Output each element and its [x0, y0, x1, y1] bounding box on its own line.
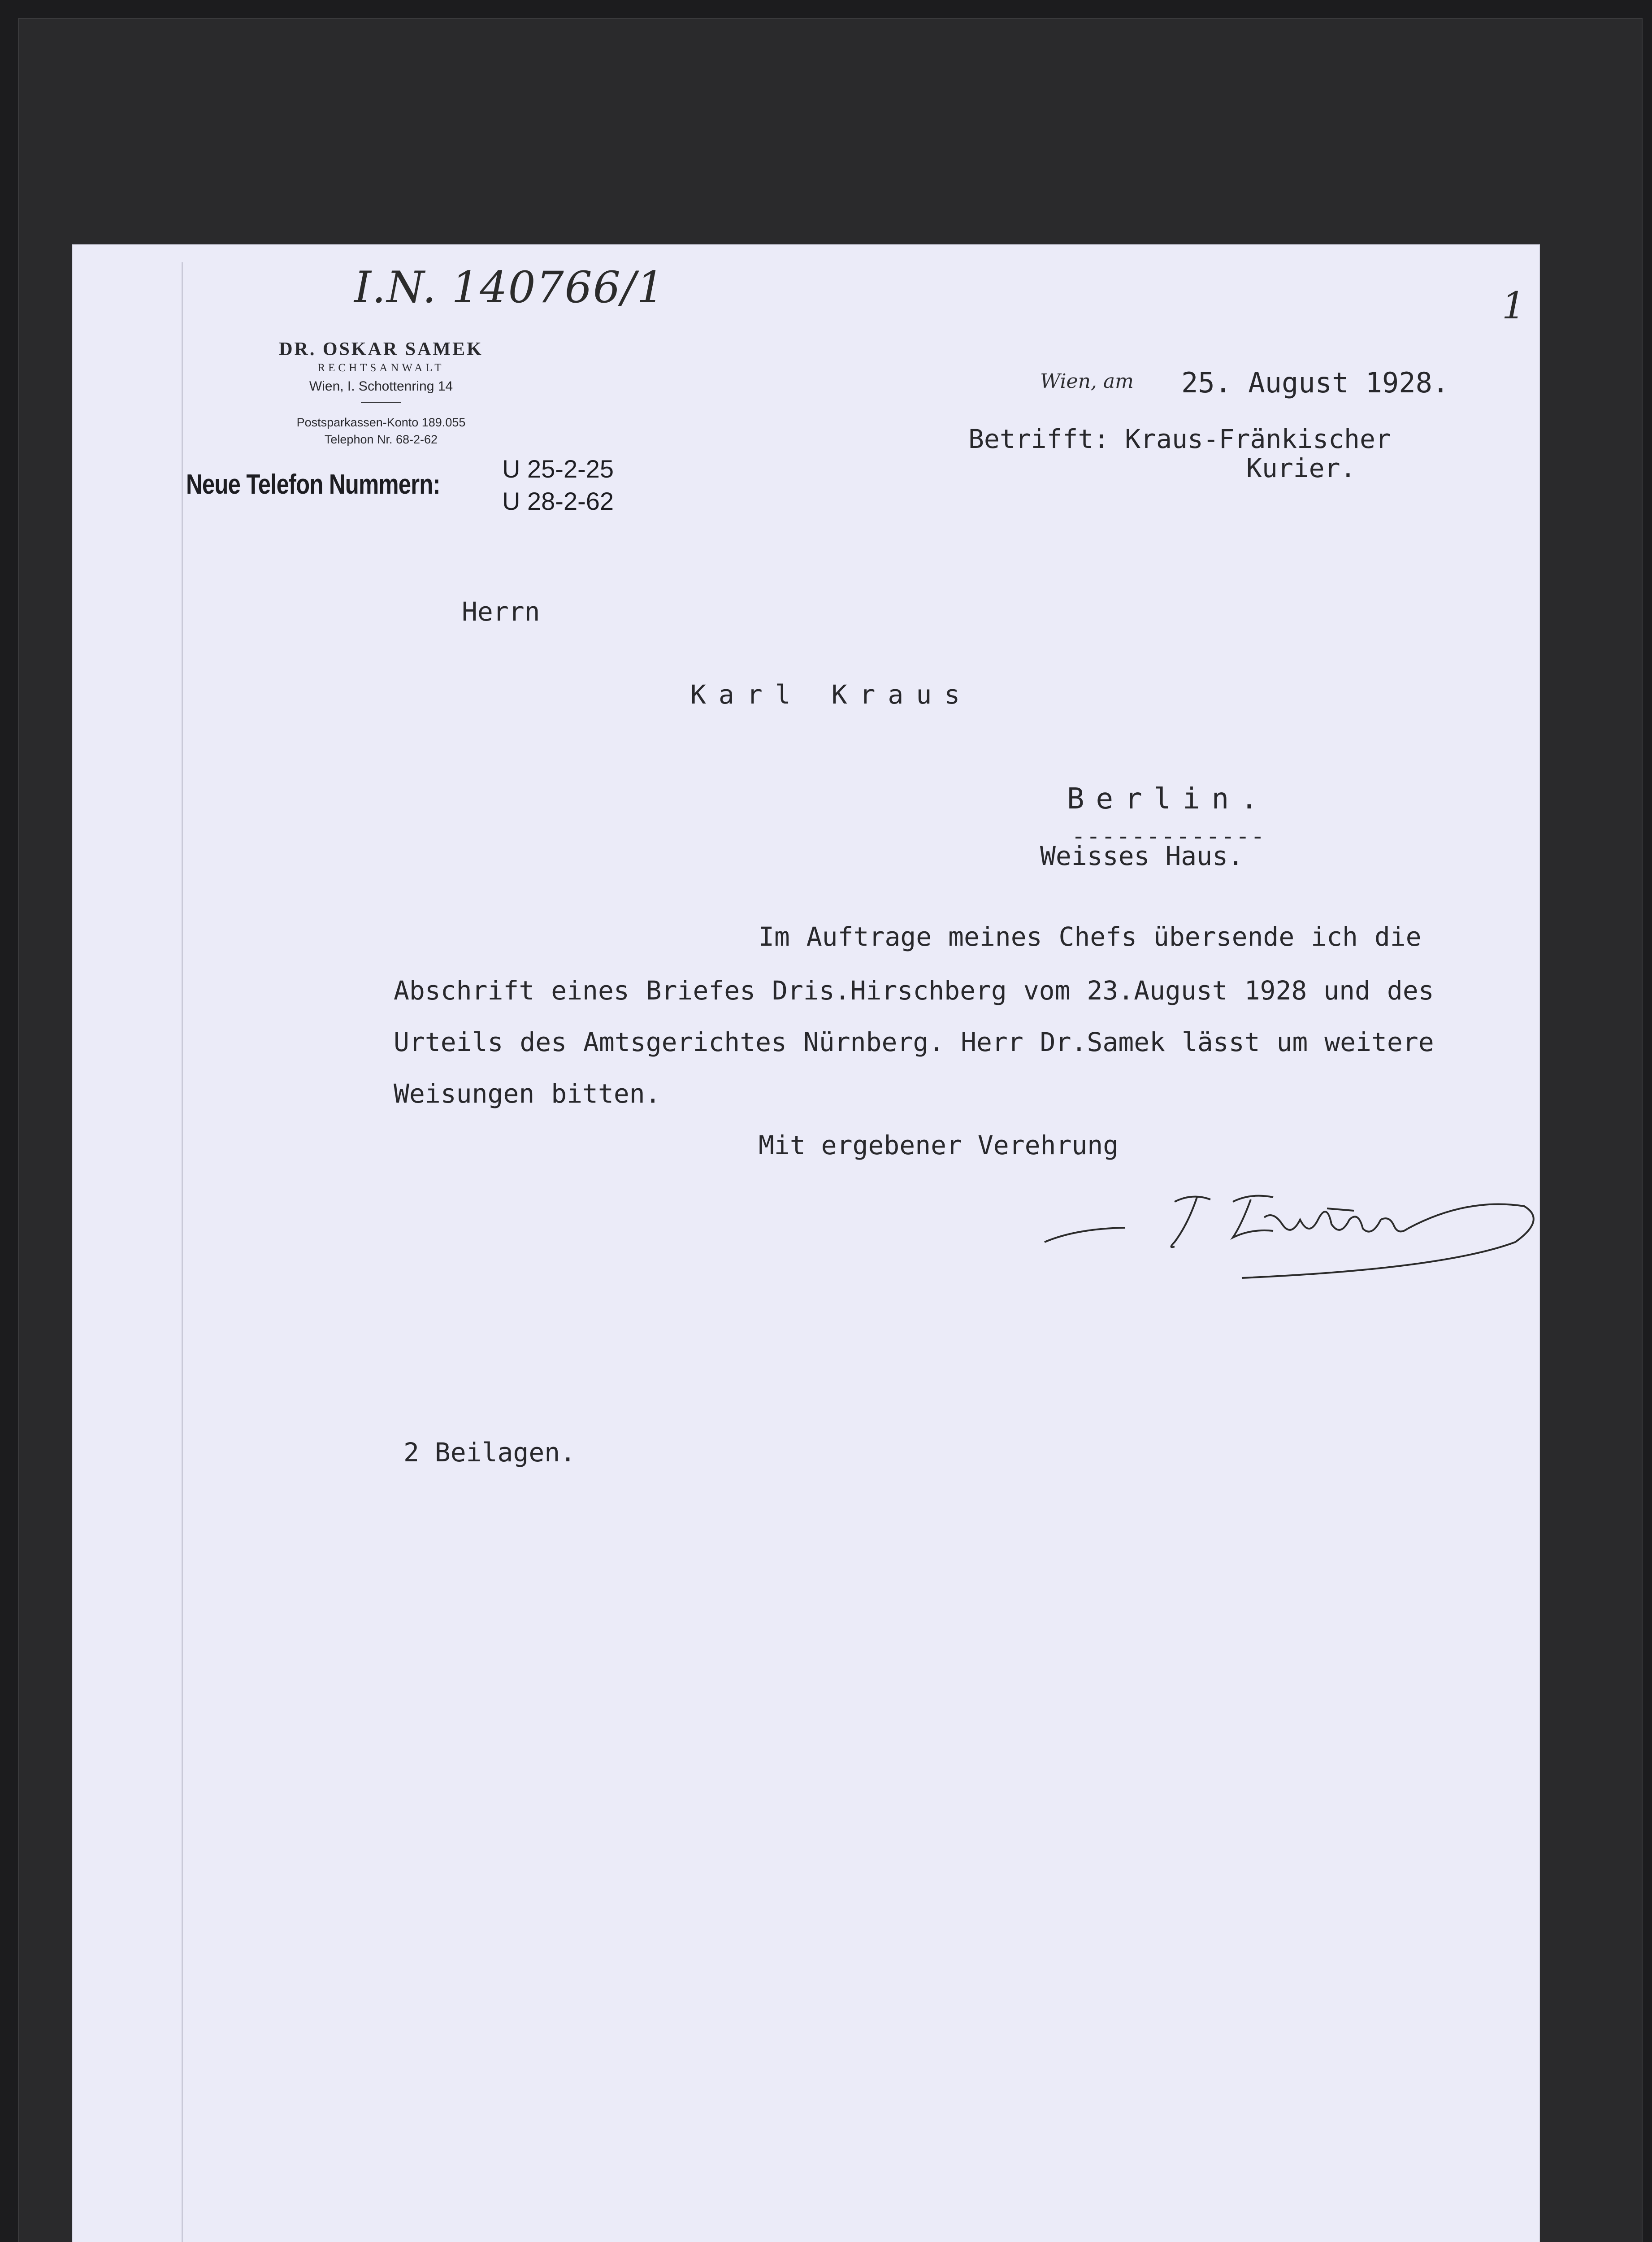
letterhead-konto: Postsparkassen-Konto 189.055 — [296, 416, 466, 429]
place-label: Wien, am — [1040, 370, 1134, 393]
enclosures: 2 Beilagen. — [403, 1437, 576, 1468]
recipient-name: Karl Kraus — [690, 679, 973, 710]
letterhead-title: RECHTSANWALT — [317, 362, 445, 374]
letter-date: 25. August 1928. — [1181, 366, 1449, 399]
salutation: Herrn — [462, 596, 540, 627]
letterhead-divider — [361, 402, 401, 403]
phone-stamp-number-1: U 25-2-25 — [502, 455, 614, 483]
letter-sheet — [72, 244, 1540, 2242]
body-line-4: Weisungen bitten. — [394, 1078, 661, 1109]
subject-line-2: Kurier. — [1246, 453, 1356, 483]
recipient-city: Berlin. — [1067, 782, 1270, 816]
archive-number: I.N. 140766/1 — [354, 262, 665, 313]
subject-line-1: Betrifft: Kraus-Fränkischer — [968, 424, 1391, 454]
page-number: 1 — [1502, 285, 1526, 327]
handwritten-signature — [1040, 1175, 1542, 1291]
phone-stamp-label: Neue Telefon Nummern: — [186, 469, 440, 500]
letterhead-address: Wien, I. Schottenring 14 — [309, 379, 453, 394]
fold-line — [182, 262, 183, 2242]
body-line-3: Urteils des Amtsgerichtes Nürnberg. Herr Dr.Samek lässt um weitere — [394, 1027, 1434, 1057]
letterhead-telephone: Telephon Nr. 68-2-62 — [324, 433, 438, 446]
recipient-street: Weisses Haus. — [1040, 841, 1244, 871]
recipient-city-underline: ------------- — [1071, 823, 1266, 850]
phone-stamp-number-2: U 28-2-62 — [502, 487, 614, 515]
letterhead-name: DR. OSKAR SAMEK — [279, 339, 483, 360]
body-line-2: Abschrift eines Briefes Dris.Hirschberg vom 23.August 1928 und des — [394, 975, 1434, 1006]
body-line-1: Im Auftrage meines Chefs übersende ich die — [759, 921, 1422, 952]
closing: Mit ergebener Verehrung — [759, 1130, 1119, 1160]
